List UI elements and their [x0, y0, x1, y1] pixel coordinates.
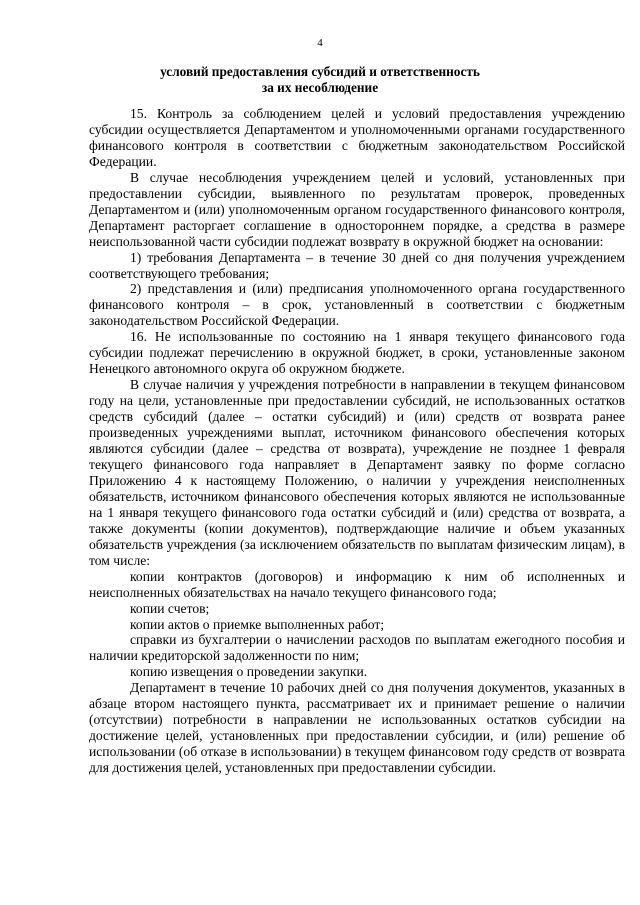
section-heading: [0, 64, 640, 96]
document-body: [89, 106, 625, 776]
list-item-contracts: копии контрактов (договоров) и информацию к ним об исполненных и неисполненных обязательствах на начало текущего финансового года;: [89, 568, 625, 600]
list-item-procurement-notice: копию извещения о проведении закупки.: [130, 664, 368, 680]
list-item-invoices: копии счетов;: [130, 600, 210, 616]
page-number: 4: [317, 37, 323, 49]
heading-line-1: условий предоставления субсидий и ответственность: [160, 64, 480, 79]
heading-line-2: за их несоблюдение: [261, 80, 379, 95]
paragraph-16: 16. Не использованные по состоянию на 1 января текущего финансового года субсидии подлежат перечислению в окружной бюджет, в сроки, установленные законом Ненецкого автономного округа об окружном бюджете.: [89, 329, 625, 377]
list-item-acts: копии актов о приемке выполненных работ;: [130, 616, 385, 632]
paragraph-department-decision: Департамент в течение 10 рабочих дней со дня получения документов, указанных в абзаце втором настоящего пункта, рассматривает их и принимает решение о наличии (отсутствии) потребности в направлении не использованных остатков субсидии на достижение целей, установленных при предоставлении субсидии, и (или) решение об использовании (об отказе в использовании) в текущем финансовом году средств от возврата для достижения целей, установленных при предоставлении субсидии.: [89, 680, 625, 776]
paragraph-15: 15. Контроль за соблюдением целей и условий предоставления учреждению субсидии осуществляется Департаментом и уполномоченными органами государственного финансового контроля в соответствии с бюджетным законодательством Российской Федерации.: [89, 106, 625, 169]
paragraph-remaining-subsidies: В случае наличия у учреждения потребности в направлении в текущем финансовом году на цели, установленные при предоставлении субсидий, не использованных остатков средств субсидий (далее – остатки субсидий) и (или) средств от возврата ранее произведенных учреждениями выплат, источником финансового обеспечения которых являются субсидии (далее – средства от возврата), учреждение не позднее 1 февраля текущего финансового года направляет в Департамент заявку по форме согласно Приложению 4 к настоящему Положению, о наличии у учреждения неисполненных обязательств, источником финансового обеспечения которых являются не использованные на 1 января текущего финансового года остатки субсидий и (или) средства от возврата, а также документы (копии документов), подтверждающие наличие и объем указанных обязательств учреждения (за исключением обязательств по выплатам физическим лицам), в том числе:: [89, 377, 625, 568]
paragraph-item-2: 2) представления и (или) предписания уполномоченного органа государственного финансового контроля – в срок, установленный в соответствии с бюджетным законодательством Российской Федерации.: [89, 281, 625, 329]
paragraph-noncompliance: В случае несоблюдения учреждением целей и условий, установленных при предоставлении субсидии, выявленного по результатам проверок, проведенных Департаментом и (или) уполномоченным органом государственного финансового контроля, Департамент расторгает соглашение в одностороннем порядке, а средства в размере неиспользованной части субсидии подлежат возврату в окружной бюджет на основании:: [89, 169, 625, 249]
list-item-accounting-certificates: справки из бухгалтерии о начислении расходов по выплатам ежегодного пособия и наличии кредиторской задолженности по ним;: [89, 632, 625, 664]
paragraph-item-1: 1) требования Департамента – в течение 30 дней со дня получения учреждением соответствующего требования;: [89, 249, 625, 281]
